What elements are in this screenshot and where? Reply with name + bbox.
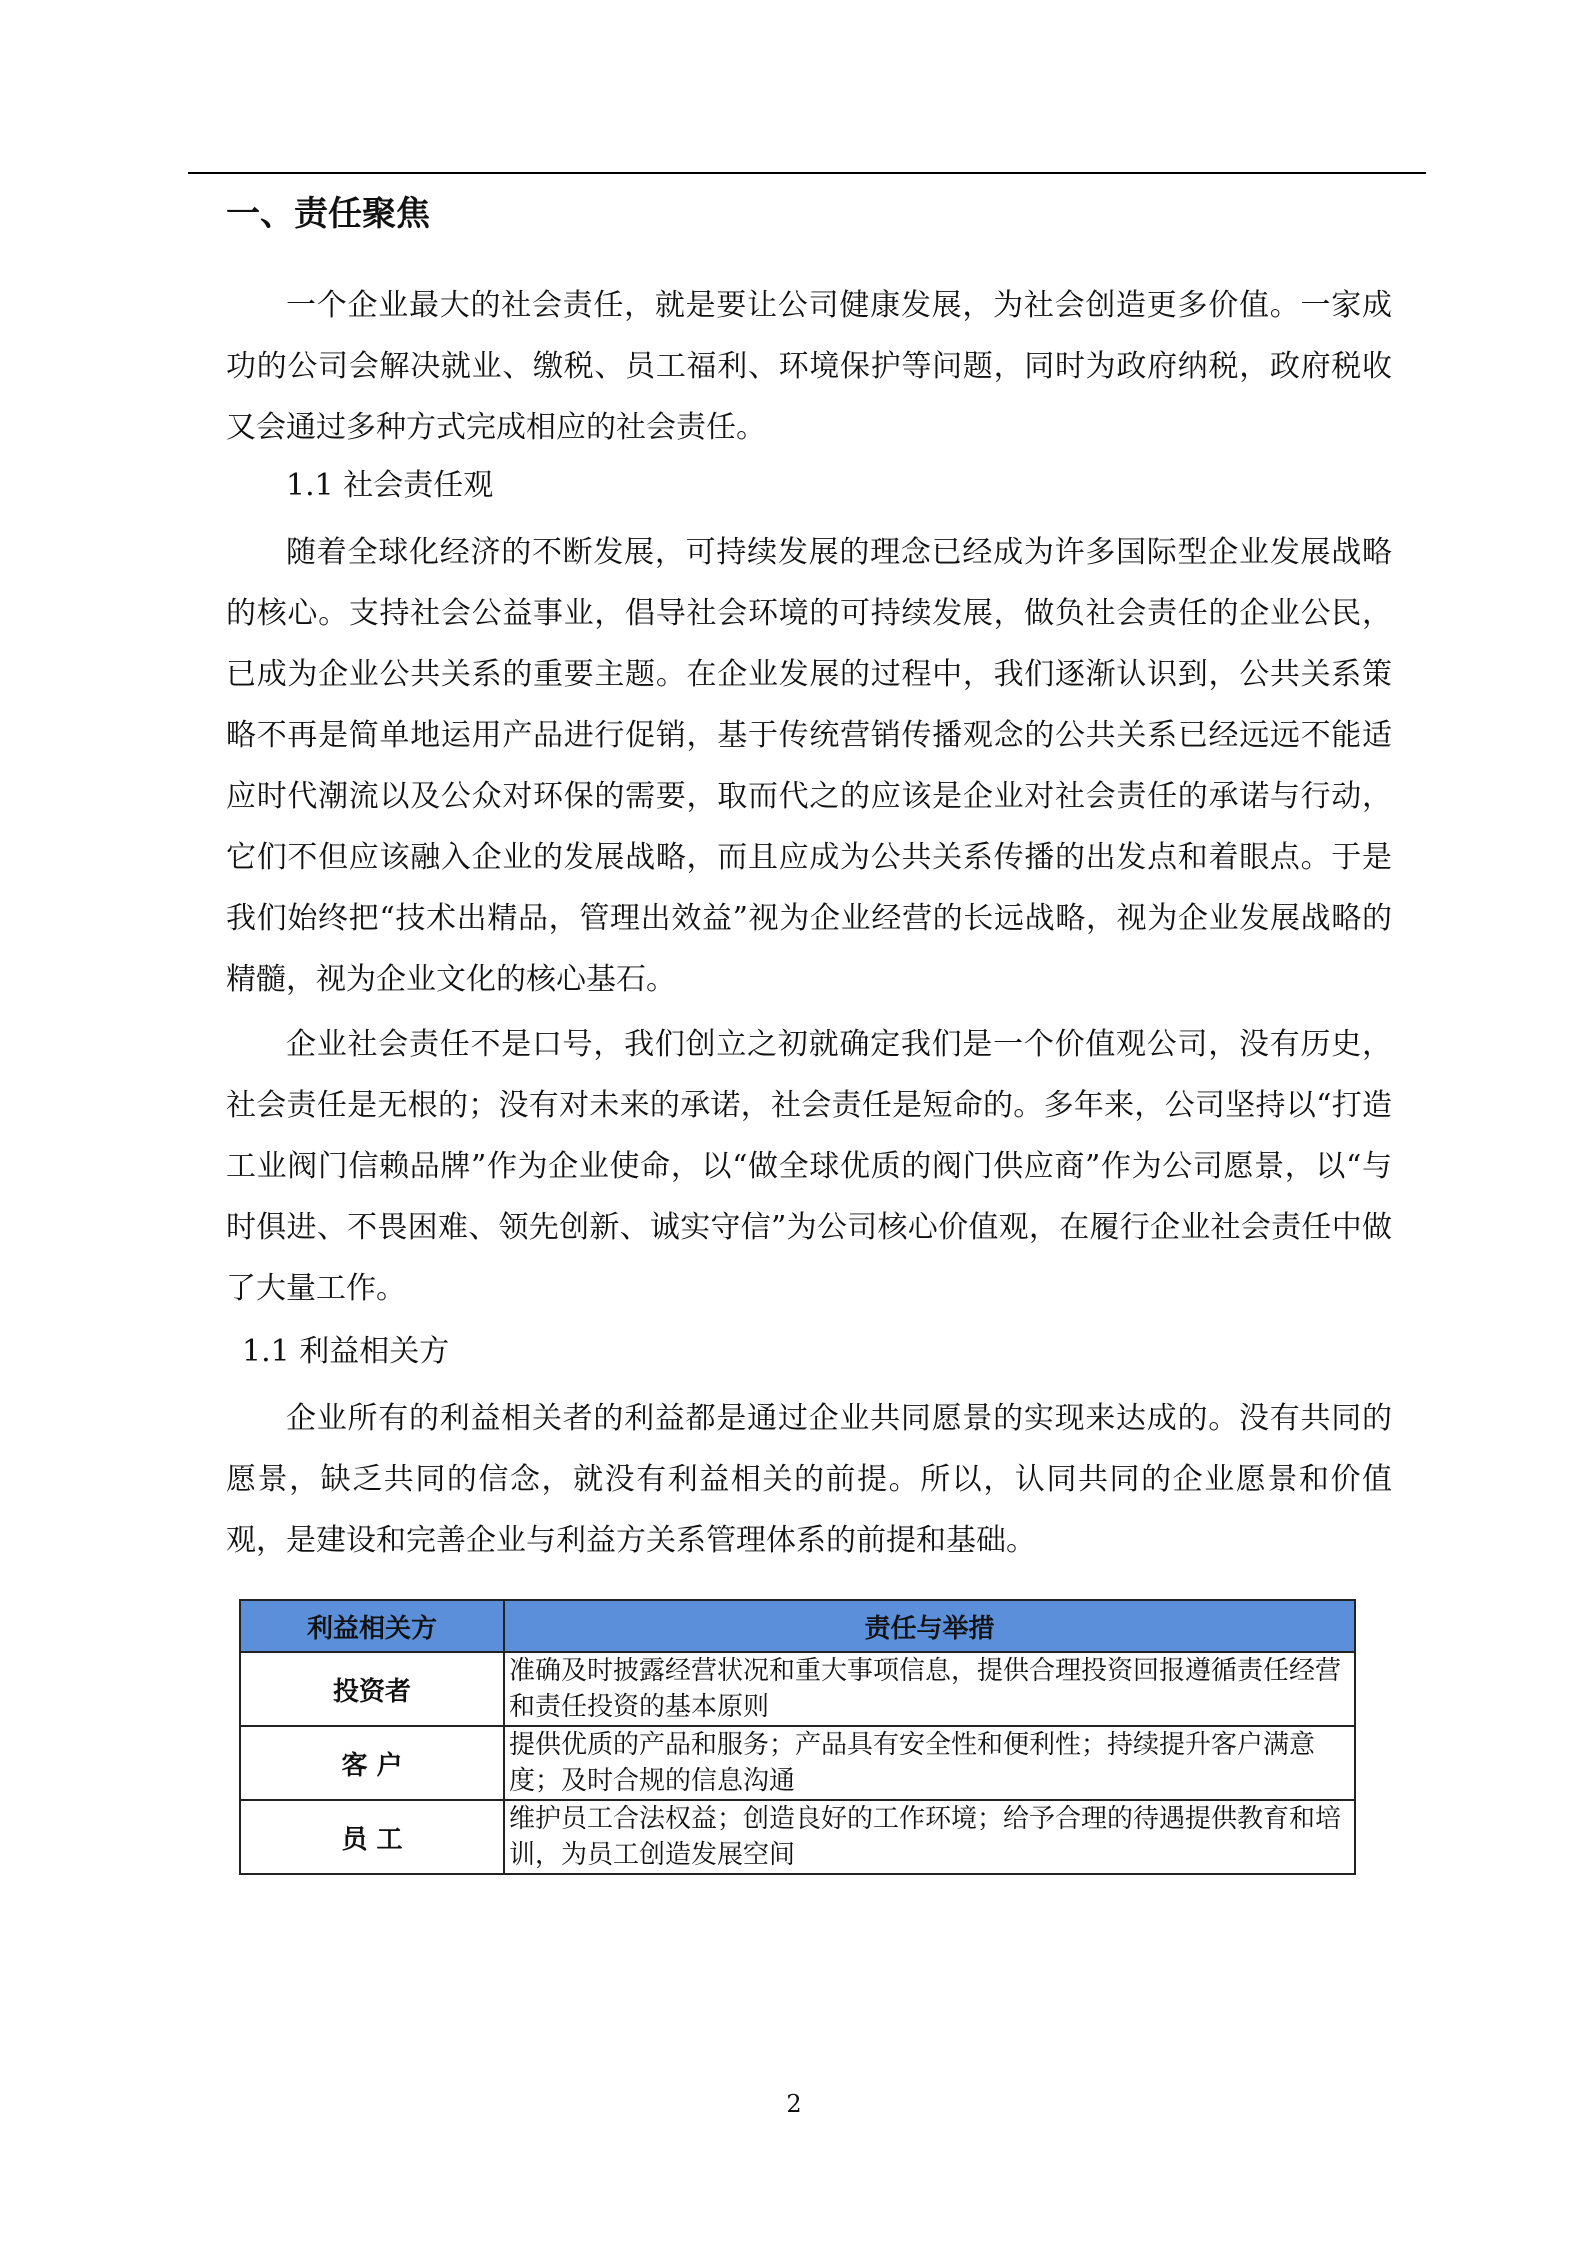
section-title: 一、责任聚焦: [226, 194, 430, 234]
stakeholder-table: [239, 1599, 1356, 1875]
table-cell-responsibility: 提供优质的产品和服务；产品具有安全性和便利性；持续提升客户满意度；及时合规的信息沟通: [504, 1726, 1355, 1800]
header-rule: [188, 172, 1426, 174]
table-cell-party: 投资者: [240, 1652, 504, 1726]
intro-paragraph: 一个企业最大的社会责任，就是要让公司健康发展，为社会创造更多价值。一家成功的公司会解决就业、缴税、员工福利、环境保护等问题，同时为政府纳税，政府税收又会通过多种方式完成相应的社会责任。: [226, 288, 1392, 445]
responsibility-view-paragraph-1: 随着全球化经济的不断发展，可持续发展的理念已经成为许多国际型企业发展战略的核心。支持社会公益事业，倡导社会环境的可持续发展，做负社会责任的企业公民，已成为企业公共关系的重要主题。在企业发展的过程中，我们逐渐认识到，公共关系策略不再是简单地运用产品进行促销，基于传统营销传播观念的公共关系已经远远不能适应时代潮流以及公众对环保的需要，取而代之的应该是企业对社会责任的承诺与行动，它们不但应该融入企业的发展战略，而且应成为公共关系传播的出发点和着眼点。于是我们始终把“技术出精品，管理出效益”视为企业经营的长远战略，视为企业发展战略的精髓，视为企业文化的核心基石。: [226, 535, 1392, 997]
table-cell-responsibility: 维护员工合法权益；创造良好的工作环境；给予合理的待遇提供教育和培训，为员工创造发展空间: [504, 1800, 1355, 1874]
page-number: 2: [786, 2090, 802, 2118]
subsection-heading-stakeholders: 1.1 利益相关方: [242, 1334, 450, 1369]
table-header-responsibility: 责任与举措: [504, 1600, 1355, 1652]
responsibility-view-paragraph-2: 企业社会责任不是口号，我们创立之初就确定我们是一个价值观公司，没有历史，社会责任是无根的；没有对未来的承诺，社会责任是短命的。多年来，公司坚持以“打造工业阀门信赖品牌”作为企业使命，以“做全球优质的阀门供应商”作为公司愿景，以“与时俱进、不畏困难、领先创新、诚实守信”为公司核心价值观，在履行企业社会责任中做了大量工作。: [226, 1027, 1392, 1306]
table-row: [240, 1726, 1355, 1800]
subsection-heading-responsibility-view: 1.1 社会责任观: [286, 468, 494, 503]
table-cell-party: 员 工: [240, 1800, 504, 1874]
table-row: [240, 1800, 1355, 1874]
table-header-party: 利益相关方: [240, 1600, 504, 1652]
table-row: [240, 1652, 1355, 1726]
table-header-row: [240, 1600, 1355, 1652]
stakeholders-paragraph: 企业所有的利益相关者的利益都是通过企业共同愿景的实现来达成的。没有共同的愿景，缺乏共同的信念，就没有利益相关的前提。所以，认同共同的企业愿景和价值观，是建设和完善企业与利益方关系管理体系的前提和基础。: [226, 1401, 1392, 1558]
table-cell-party: 客 户: [240, 1726, 504, 1800]
table-cell-responsibility: 准确及时披露经营状况和重大事项信息，提供合理投资回报遵循责任经营和责任投资的基本原则: [504, 1652, 1355, 1726]
